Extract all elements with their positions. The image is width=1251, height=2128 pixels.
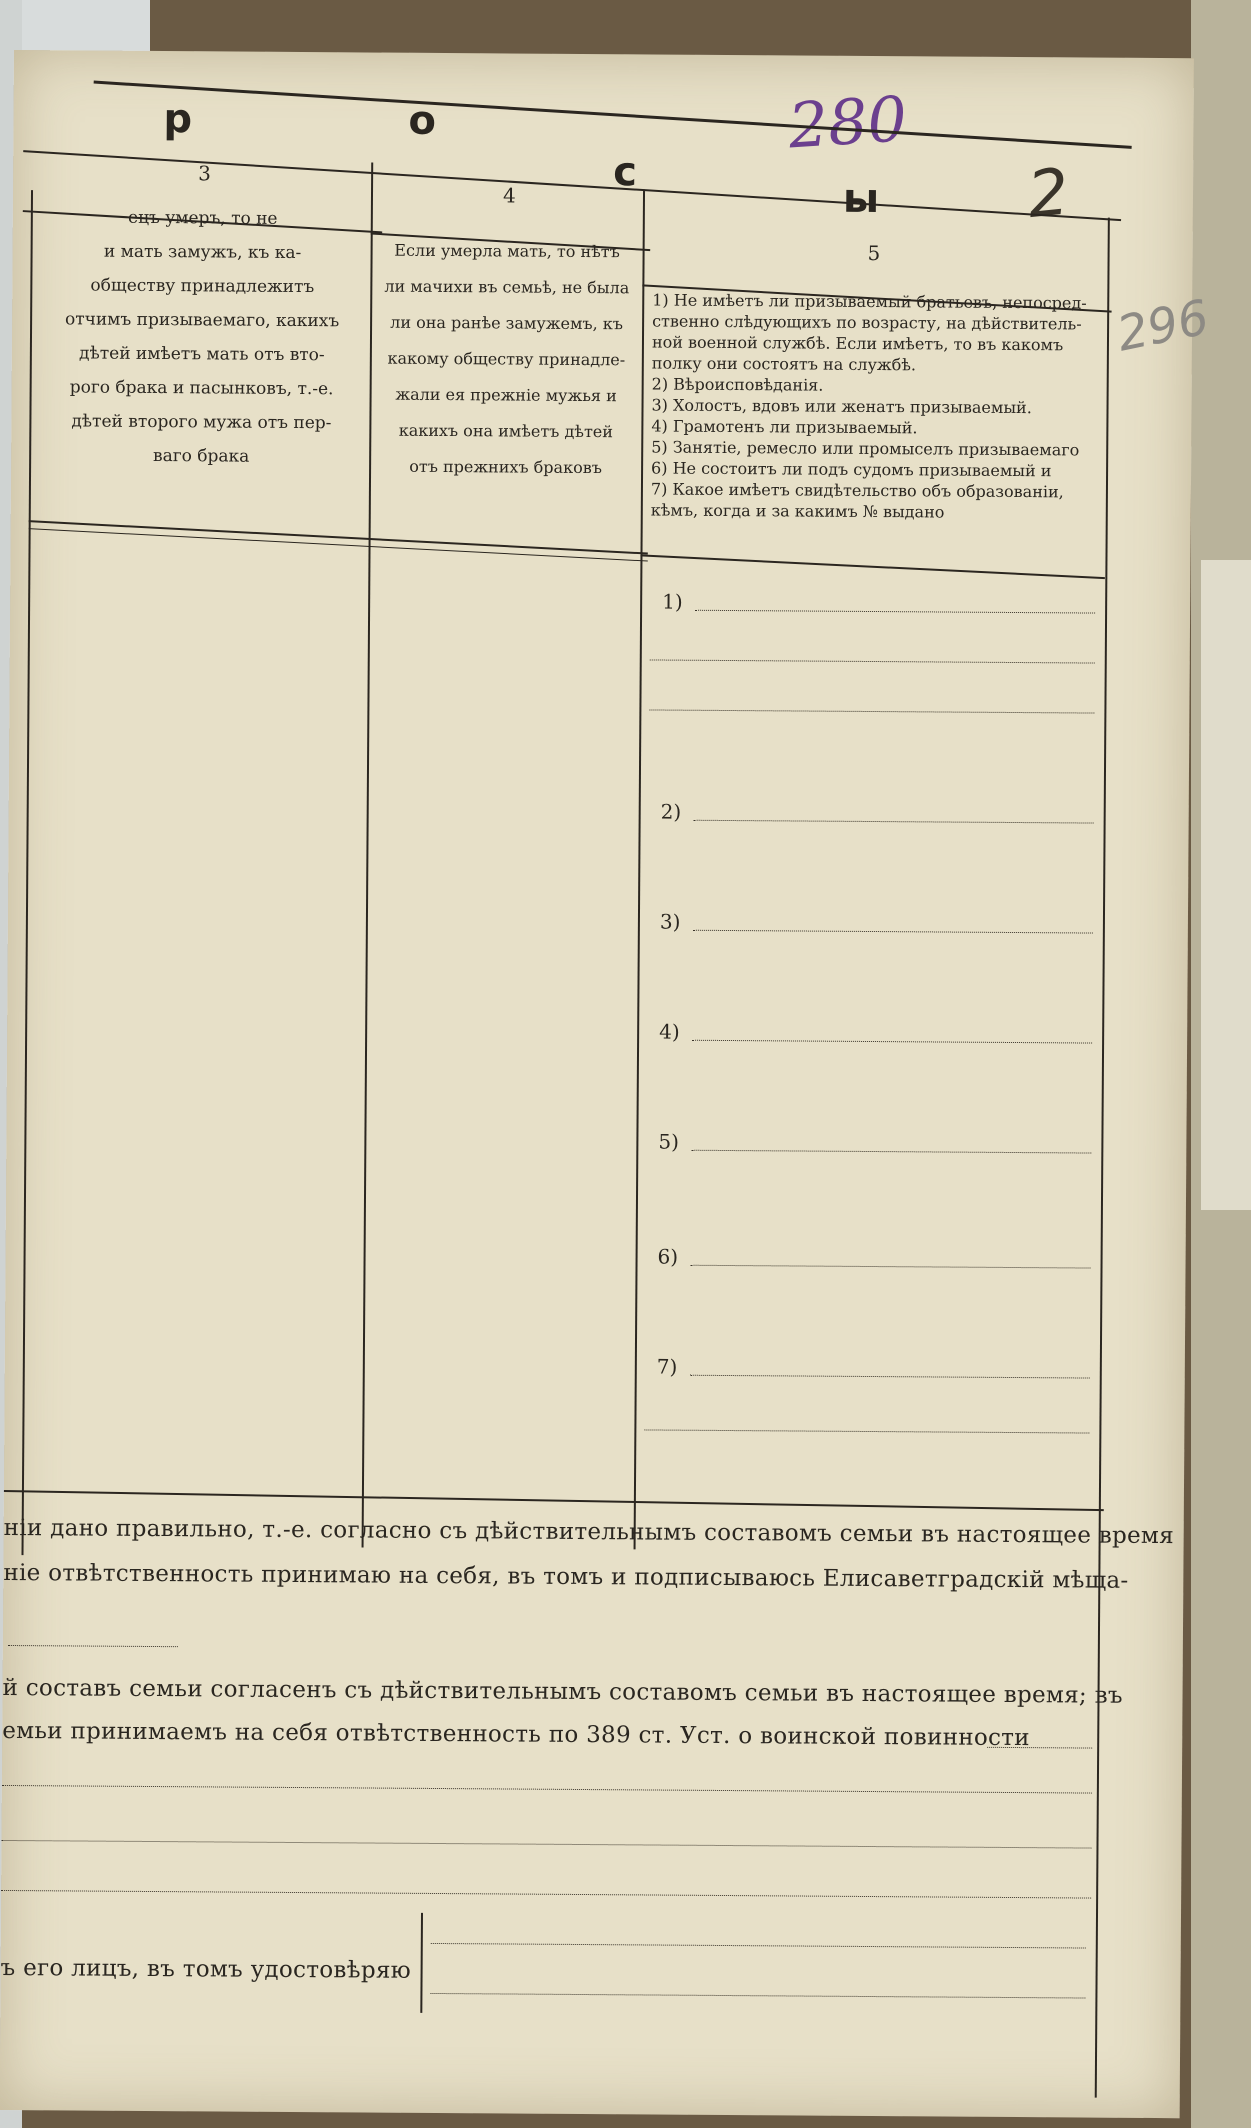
top-rule [94,81,1132,149]
col5-item-1: 1) [662,589,683,614]
col4-line: какому обществу принадле- [387,348,626,370]
col5-line: полку они состоятъ на службѣ. [651,353,917,375]
header-letter-4: ы [842,175,880,223]
column-number-3: 3 [198,161,211,186]
col4-line: жали ея прежніе мужья и [395,384,617,406]
col4-line: ли мачихи въ семьѣ, не была [384,276,630,298]
column-5-heading [651,289,1108,523]
col5-line: ной военной службѣ. Если имѣетъ, то въ какомъ [651,332,1064,355]
fill-line[interactable] [650,659,1095,663]
col3-line: отчимъ призываемаго, какихъ [64,309,340,332]
table-bottom-rule [4,1490,1104,1511]
col5-item-5: 5) [658,1129,680,1154]
column-number-4: 4 [502,183,516,208]
fill-line[interactable] [1,1840,1091,1849]
column-3-heading [36,200,368,474]
fill-line[interactable] [692,1040,1092,1044]
fill-line[interactable] [694,820,1094,824]
col3-line: дѣтей имѣетъ мать отъ вто- [78,343,325,366]
fill-line[interactable] [1,1890,1091,1899]
footer-line-5: ъ его лицъ, въ томъ удостовѣряю [0,1954,412,1984]
col5-line: 6) Не состоитъ ли подъ судомъ призываемый и [651,458,1052,481]
signature-fill-line[interactable] [430,1993,1085,1999]
col3-line: ецъ умеръ, то не [128,207,278,229]
col3-line: рого брака и пасынковъ, т.-е. [69,377,334,400]
fill-line[interactable] [8,1645,178,1647]
fill-line[interactable] [690,1375,1090,1379]
col5-line: 7) Какое имѣетъ свидѣтельство объ образованіи, [650,479,1064,502]
header-letter-3: с [613,149,638,196]
col3-line: ваго брака [152,445,250,467]
signature-divider [420,1913,423,2013]
heading-bottom-rule-col5 [640,554,1105,579]
col3-line: обществу принадлежитъ [90,275,315,298]
col4-line: ли она ранѣе замужемъ, къ [390,312,624,334]
col5-line: 3) Холостъ, вдовъ или женатъ призываемый. [651,395,1032,418]
fill-line[interactable] [644,1429,1089,1433]
col4-line: какихъ она имѣетъ дѣтей [398,420,614,442]
heading-bottom-rule-thin [29,528,648,561]
handwritten-mark: 2 [1024,155,1073,234]
column-4-heading [373,233,640,487]
col5-item-7: 7) [656,1354,678,1379]
footer-line-4: емьи принимаемъ на себя отвѣтственность по 389 ст. Уст. о воинской повинности [2,1717,1030,1752]
col5-item-6: 6) [657,1244,679,1269]
heading-bottom-rule [29,520,648,554]
col4-line: Если умерла мать, то нѣтъ [394,240,620,262]
footer-line-2: ніе отвѣтственность принимаю на себя, въ томъ и подписываюсь Елисаветградскій мѣща- [3,1559,1129,1594]
fill-line[interactable] [695,610,1095,614]
col5-item-4: 4) [659,1019,680,1044]
header-letter-2: о [408,97,437,144]
col3-line: дѣтей второго мужа отъ пер- [71,411,332,434]
col5-item-2: 2) [660,799,682,824]
fill-line[interactable] [2,1785,1092,1794]
col5-line: кѣмъ, когда и за какимъ № выдано [650,500,945,522]
handwritten-page-number: 280 [786,82,910,163]
col5-line: 2) Вѣроисповѣданія. [651,374,824,395]
fill-line[interactable] [649,709,1094,713]
col5-line: 4) Грамотенъ ли призываемый. [651,416,918,438]
header-letter-1: р [163,96,193,143]
col5-item-3: 3) [659,909,681,934]
document-sheet [0,50,1214,2118]
fill-line[interactable] [693,930,1093,934]
column-number-5: 5 [867,240,881,266]
background-right-paper [1201,560,1251,1210]
signature-fill-line[interactable] [431,1943,1086,1949]
col5-line: 1) Не имѣетъ ли призываемый братьевъ, непосред- [652,290,1087,313]
handwritten-faint-number: 296 [1112,289,1214,363]
fill-line[interactable] [691,1150,1091,1154]
fill-line[interactable] [691,1265,1091,1269]
col3-line: и мать замужъ, къ ка- [103,241,302,264]
col4-line: отъ прежнихъ браковъ [409,456,603,478]
col5-line: 5) Занятіе, ремесло или промыселъ призываемаго [651,437,1080,460]
col5-line: ственно слѣдующихъ по возрасту, на дѣйствитель- [652,311,1082,334]
footer-line-1: ніи дано правильно, т.-е. согласно съ дѣйствительнымъ составомъ семьи въ настоящее время [3,1514,1175,1550]
footer-line-3: й составъ семьи согласенъ съ дѣйствительнымъ составомъ семьи въ настоящее время; въ [2,1674,1123,1709]
column-line-left [21,190,33,1555]
